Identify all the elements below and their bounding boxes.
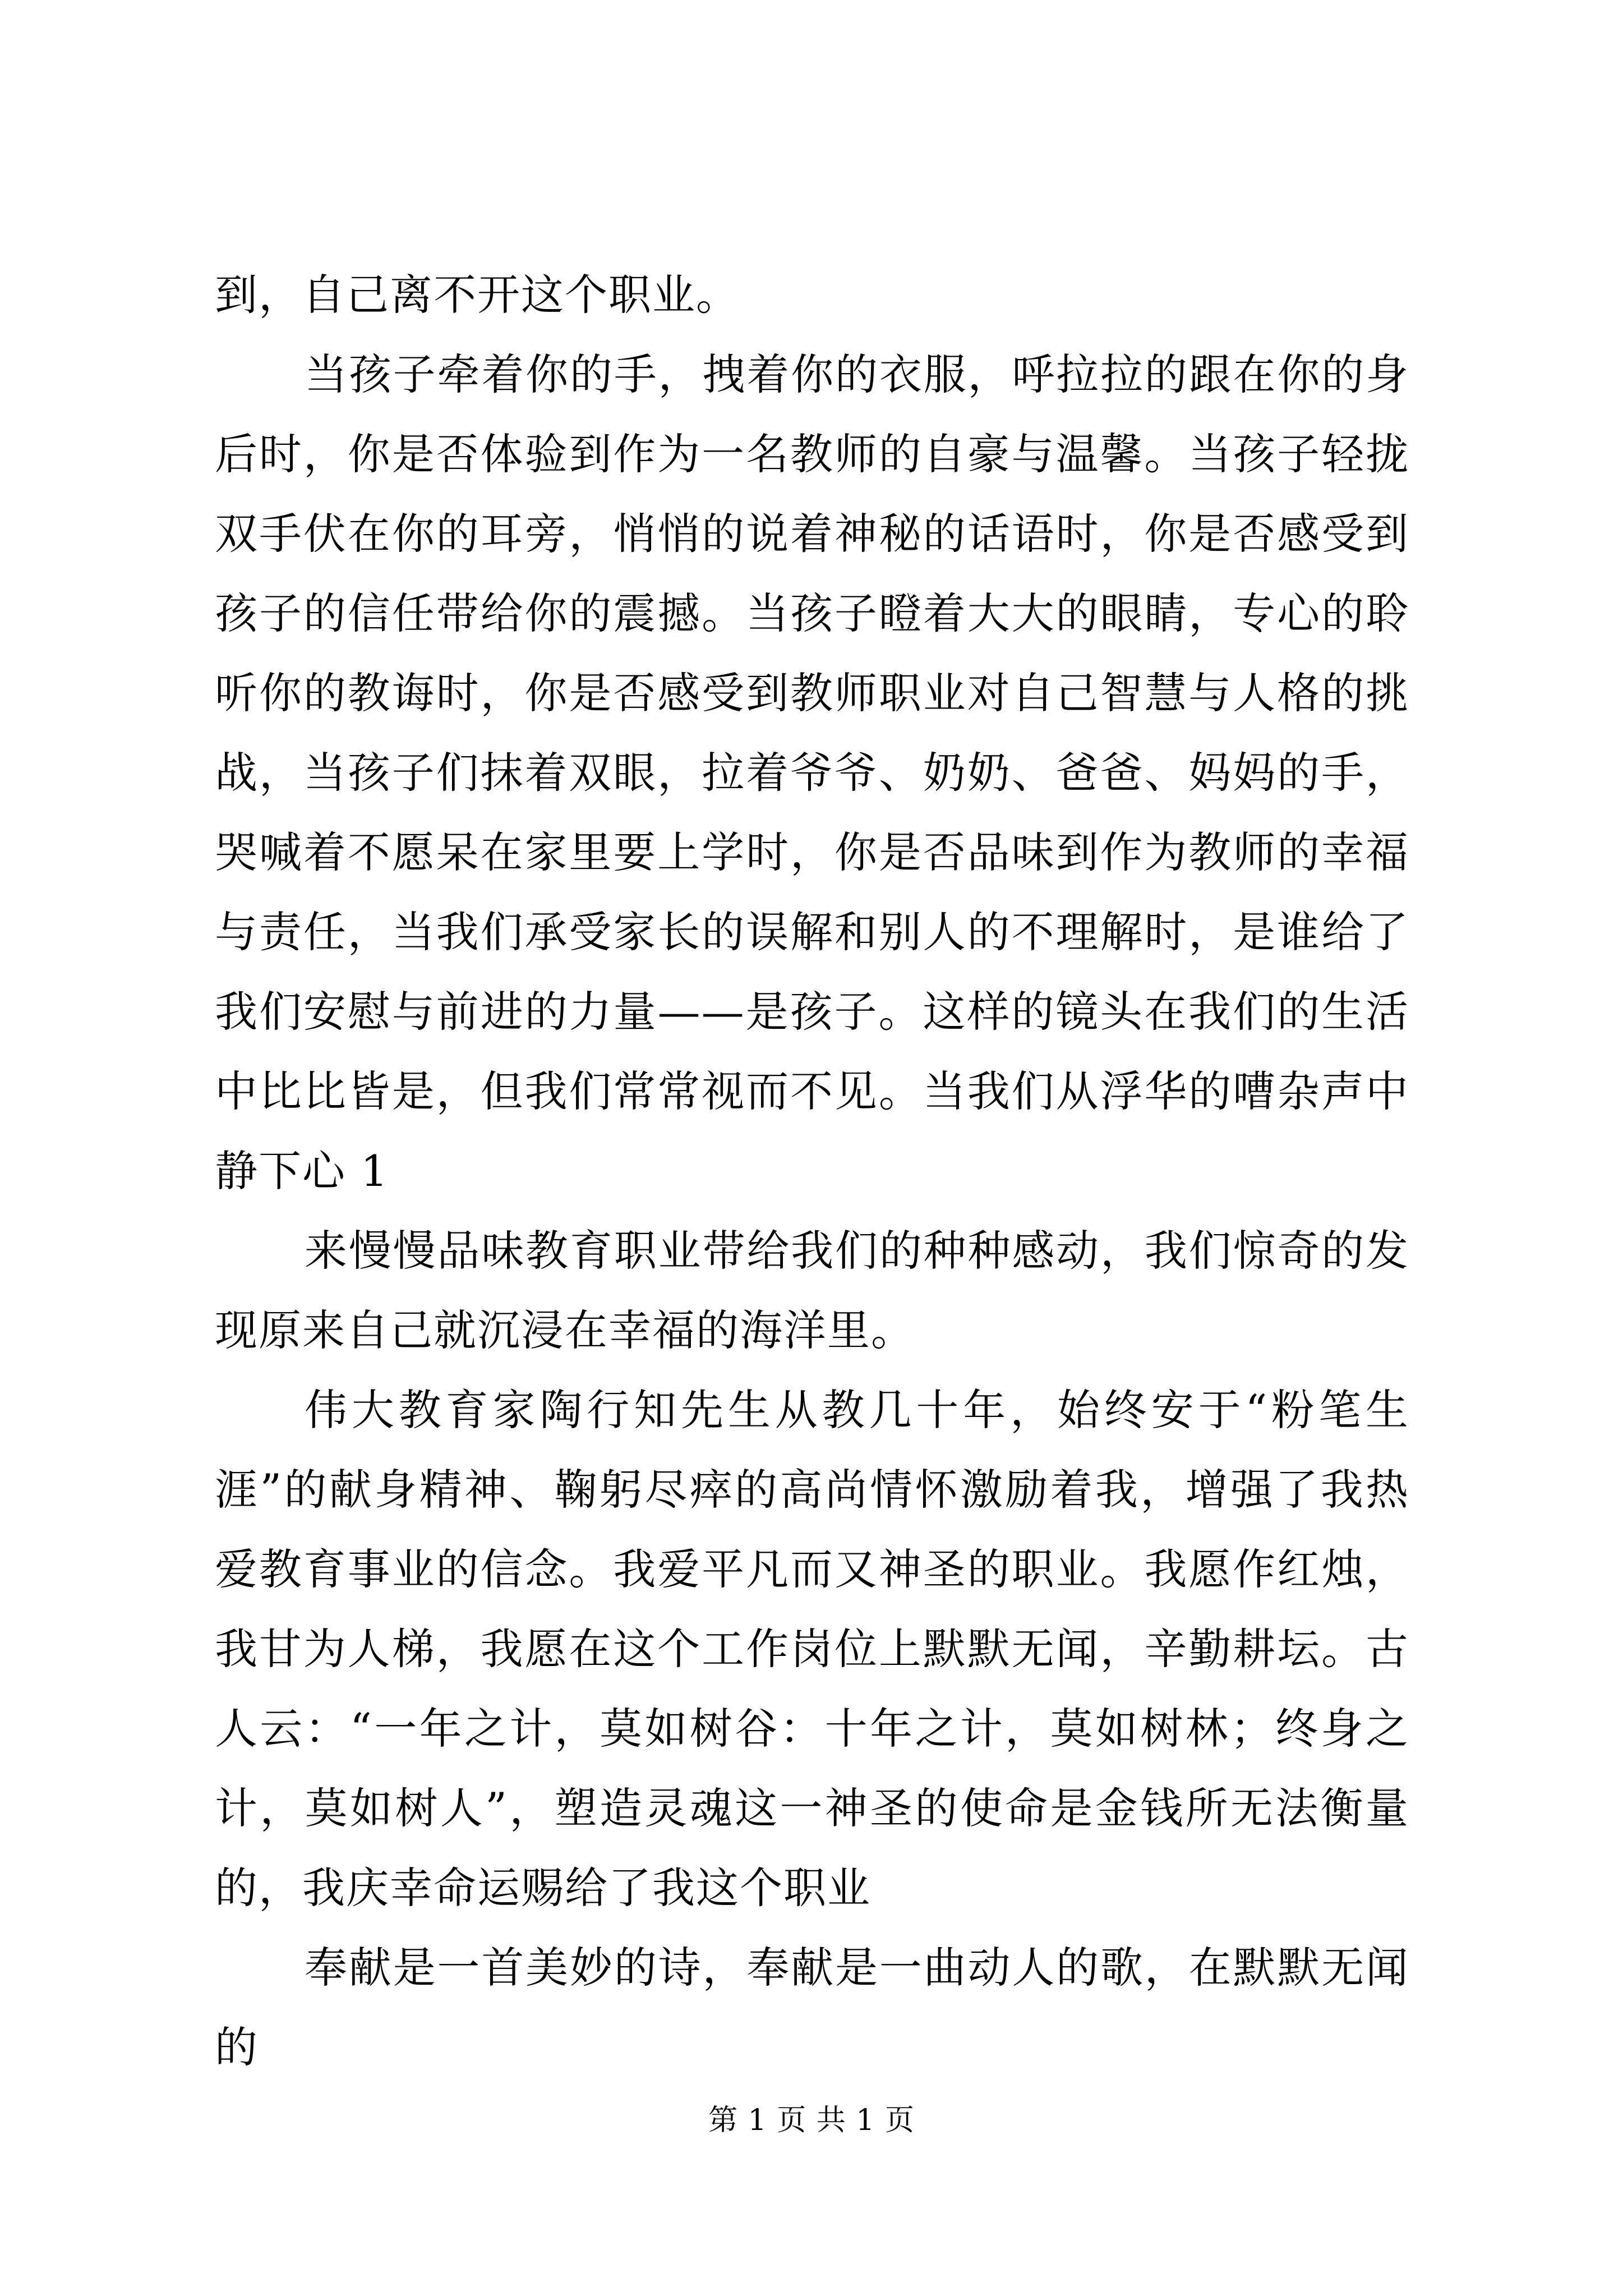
paragraph-3: 来慢慢品味教育职业带给我们的种种感动，我们惊奇的发现原来自己就沉浸在幸福的海洋里。 (215, 1226, 1409, 1355)
page-footer: 第 1 页 共 1 页 (708, 2104, 915, 2137)
paragraph-4: 伟大教育家陶行知先生从教几十年，始终安于“粉笔生涯”的献身精神、鞠躬尽瘁的高尚情怀激励着我，增强了我热爱教育事业的信念。我爱平凡而又神圣的职业。我愿作红烛，我甘为人梯，我愿在这个工作岗位上默默无闻，辛勤耕坛。古人云：“一年之计，莫如树谷：十年之计，莫如树林；终身之计，莫如树人”，塑造灵魂这一神圣的使命是金钱所无法衡量的，我庆幸命运赐给了我这个职业 (215, 1385, 1409, 1913)
paragraph-1: 到，自己离不开这个职业。 (215, 270, 740, 320)
paragraph-2: 当孩子牵着你的手，拽着你的衣服，呼拉拉的跟在你的身后时，你是否体验到作为一名教师的自豪与温馨。当孩子轻拢双手伏在你的耳旁，悄悄的说着神秘的话语时，你是否感受到孩子的信任带给你的震撼。当孩子瞪着大大的眼睛，专心的聆听你的教诲时，你是否感受到教师职业对自己智慧与人格的挑战，当孩子们抹着双眼，拉着爷爷、奶奶、爸爸、妈妈的手，哭喊着不愿呆在家里要上学时，你是否品味到作为教师的幸福与责任，当我们承受家长的误解和别人的不理解时，是谁给了我们安慰与前进的力量——是孩子。这样的镜头在我们的生活中比比皆是，但我们常常视而不见。当我们从浮华的嘈杂声中静下心 1 (215, 349, 1409, 1196)
paragraph-5: 奉献是一首美妙的诗，奉献是一曲动人的歌，在默默无闻的 (215, 1943, 1409, 2072)
document-body (215, 255, 1409, 2087)
